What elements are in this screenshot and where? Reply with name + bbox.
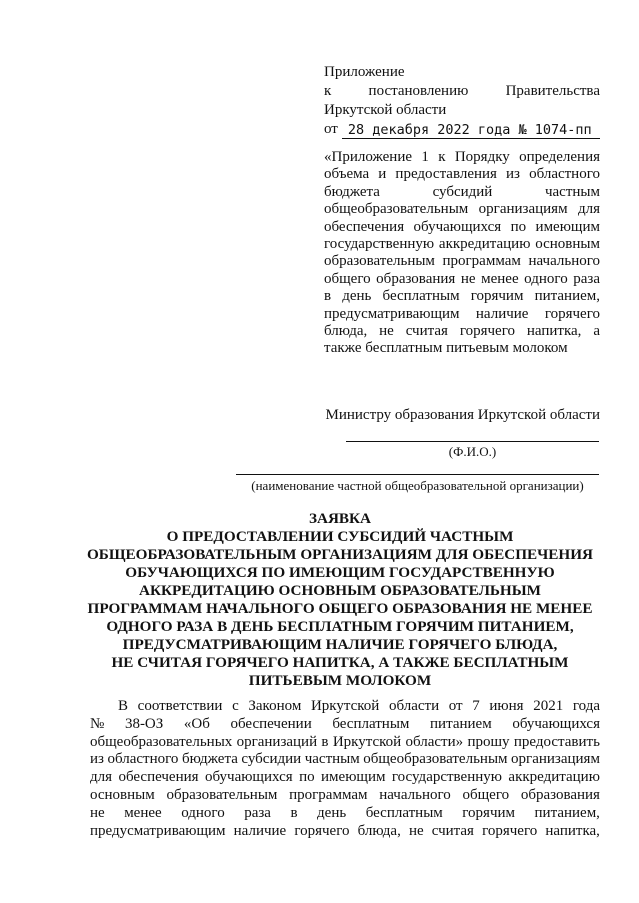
body-paragraph xyxy=(90,698,600,840)
appendix-1-text: «Приложение 1 к Порядку определения объема и предоставления из областного бюджета субсидий частным общеобразовательным организациям для обеспечения обучающихся по имеющим государственную аккредитацию основным образовательным программам начального общего образования не менее одного раза в день бесплатным горячим питанием, предусматривающим наличие горячего блюда, не считая горячего напитка, а также бесплатным питьевым молоком xyxy=(324,149,600,357)
body-word: обеспечении xyxy=(230,715,312,732)
appendix-header xyxy=(324,63,600,139)
body-word: организаций xyxy=(236,733,318,750)
title-line: О ПРЕДОСТАВЛЕНИИ СУБСИДИЙ ЧАСТНЫМ xyxy=(166,528,514,545)
date-value: 28 декабря 2022 года № 1074-пп xyxy=(342,122,600,139)
body-word: Иркутской xyxy=(332,733,402,750)
body-word: Иркутской xyxy=(310,698,380,714)
appendix-line1: Приложение xyxy=(324,64,405,80)
body-word: наличие xyxy=(233,822,287,839)
body-line xyxy=(90,698,600,716)
body-word: считая xyxy=(431,822,474,839)
body-word: 7 xyxy=(472,698,480,714)
body-word: горячего xyxy=(294,822,350,839)
body-word: не xyxy=(408,822,424,839)
body-word: из xyxy=(90,751,104,768)
body-word: субсидии xyxy=(241,751,302,768)
body-line xyxy=(90,787,600,805)
org-blank-line xyxy=(236,474,599,475)
body-word: обеспечения xyxy=(118,769,199,786)
body-word: года xyxy=(572,698,600,714)
body-word: горячим xyxy=(462,804,516,821)
body-word: обучающихся xyxy=(512,715,600,732)
body-line xyxy=(90,805,600,823)
body-word: области xyxy=(388,698,440,714)
body-word: государственную xyxy=(391,769,502,786)
body-line xyxy=(90,751,600,769)
body-word: аккредитацию xyxy=(508,769,600,786)
title-line: НЕ СЧИТАЯ ГОРЯЧЕГО НАПИТКА, А ТАКЖЕ БЕСПЛАТНЫМ xyxy=(111,654,569,671)
body-word: общего xyxy=(462,786,510,803)
body-word: 38-ОЗ xyxy=(124,715,164,732)
body-word: для xyxy=(90,769,113,786)
body-word: день xyxy=(317,804,347,821)
body-word: имеющим xyxy=(321,769,386,786)
body-word: горячего xyxy=(482,822,538,839)
body-word: образования xyxy=(520,786,600,803)
body-word: организациям xyxy=(511,751,600,768)
body-word: питанием, xyxy=(534,804,600,821)
title-heading: ЗАЯВКА xyxy=(308,510,372,527)
org-caption: (наименование частной общеобразовательной организации) xyxy=(251,478,584,493)
body-word: основным xyxy=(90,786,155,803)
appendix-line3: Иркутской области xyxy=(324,102,447,118)
body-word: области» xyxy=(405,733,464,750)
body-word: в xyxy=(321,733,329,750)
title-line: ПРОГРАММАМ НАЧАЛЬНОГО ОБЩЕГО ОБРАЗОВАНИЯ НЕ МЕНЕЕ xyxy=(87,600,593,617)
body-word: от xyxy=(448,698,463,714)
fio-caption: (Ф.И.О.) xyxy=(448,444,497,459)
title-line: ОДНОГО РАЗА В ДЕНЬ БЕСПЛАТНЫМ ГОРЯЧИМ ПИТАНИЕМ, xyxy=(106,618,574,635)
fio-blank-line xyxy=(346,441,599,442)
body-word: предоставить xyxy=(513,733,600,750)
body-word: 2021 xyxy=(533,698,564,714)
body-word: образовательным xyxy=(166,786,278,803)
body-word: прошу xyxy=(467,733,510,750)
body-word: № xyxy=(90,715,105,732)
appendix-word: к xyxy=(324,83,332,99)
body-word: июня xyxy=(489,698,524,714)
body-word: по xyxy=(299,769,315,786)
body-word: «Об xyxy=(183,715,210,732)
body-word: обучающихся xyxy=(204,769,293,786)
appendix-word: Правительства xyxy=(505,83,600,99)
body-word: в xyxy=(290,804,298,821)
body-word: бесплатным xyxy=(332,715,410,732)
appendix-date-row xyxy=(324,120,600,139)
body-line xyxy=(90,734,600,752)
title-line: ПИТЬЕВЫМ МОЛОКОМ xyxy=(248,672,432,689)
body-word: напитка, xyxy=(545,822,600,839)
body-word: предусматривающим xyxy=(90,822,226,839)
body-line xyxy=(90,823,600,841)
title-line: АККРЕДИТАЦИЮ ОСНОВНЫМ ОБРАЗОВАТЕЛЬНЫМ xyxy=(139,582,541,599)
addressee-minister: Министру образования Иркутской области xyxy=(325,407,600,423)
body-line xyxy=(90,716,600,734)
body-word: блюда, xyxy=(357,822,401,839)
body-word: бесплатным xyxy=(365,804,443,821)
appendix-line2 xyxy=(324,82,600,101)
body-word: питанием xyxy=(430,715,492,732)
body-word: бюджета xyxy=(181,751,238,768)
body-word: соответствии xyxy=(137,698,223,714)
body-word: не xyxy=(90,804,105,821)
body-word: частным xyxy=(304,751,360,768)
body-word: В xyxy=(118,698,129,714)
body-word: начального xyxy=(379,786,451,803)
body-word: одного xyxy=(181,804,225,821)
body-word: общеобразовательных xyxy=(90,733,233,750)
date-prefix: от xyxy=(324,121,338,137)
application-title xyxy=(70,510,610,690)
body-word: менее xyxy=(124,804,162,821)
body-word: раза xyxy=(244,804,271,821)
title-line: ОБЩЕОБРАЗОВАТЕЛЬНЫМ ОРГАНИЗАЦИЯМ ДЛЯ ОБЕСПЕЧЕНИЯ xyxy=(86,546,594,563)
body-word: программам xyxy=(289,786,368,803)
appendix-word: постановлению xyxy=(368,83,469,99)
title-line: ПРЕДУСМАТРИВАЮЩИМ НАЛИЧИЕ ГОРЯЧЕГО БЛЮДА, xyxy=(122,636,558,653)
body-word: областного xyxy=(107,751,179,768)
body-line xyxy=(90,769,600,787)
body-word: общеобразовательным xyxy=(363,751,508,768)
body-word: с xyxy=(232,698,239,714)
title-line: ОБУЧАЮЩИХСЯ ПО ИМЕЮЩИМ ГОСУДАРСТВЕННУЮ xyxy=(125,564,555,581)
body-word: Законом xyxy=(248,698,302,714)
